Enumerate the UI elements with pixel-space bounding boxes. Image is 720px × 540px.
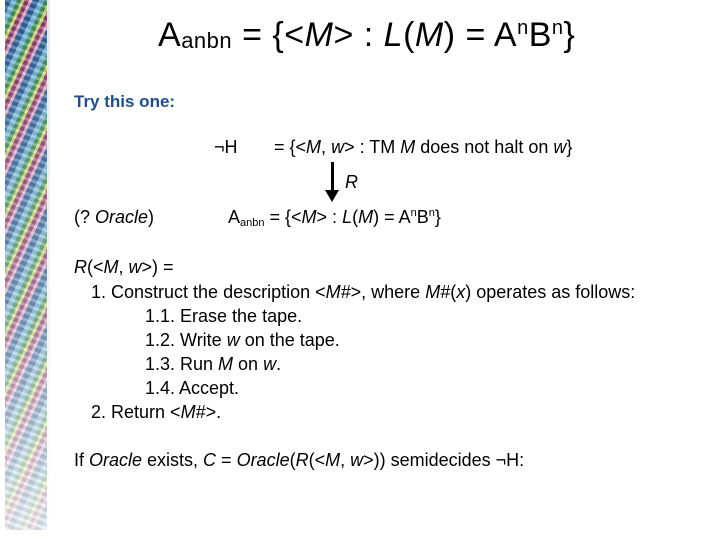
neg-h-definition: = {<M, w> : TM M does not halt on w} [274,137,573,157]
neg-h-symbol: ¬H [214,137,238,157]
reduction-label: R [345,172,358,192]
oracle-label: (? Oracle) [74,207,155,227]
reduction-arrow [331,162,334,192]
step-1-4: 1.4. Accept. [145,378,240,398]
step-1-2: 1.2. Write w on the tape. [145,330,340,350]
r-definition-heading: R(<M, w>) = [74,257,174,277]
step-1-3: 1.3. Run M on w. [145,354,282,374]
anbn-definition: Aanbn = {<M> : $L(M) = A^nB^n$} [228,207,441,229]
strip-edge [47,0,50,530]
step-1: 1. Construct the description <M#>, where M#(x) operates as follows: [91,282,636,302]
decorative-side-strip [5,0,47,530]
conclusion-line: If Oracle exists, C = Oracle(R(<M, w>)) semidecides ¬H: [74,450,525,470]
slide-title: Aanbn = {<M> : $L(M) = A^nB^n$} [158,16,576,54]
reduction-arrow-head [325,190,339,202]
step-2: 2. Return <M#>. [91,402,222,422]
try-this-heading: Try this one: [74,92,176,111]
step-1-1: 1.1. Erase the tape. [145,306,303,326]
